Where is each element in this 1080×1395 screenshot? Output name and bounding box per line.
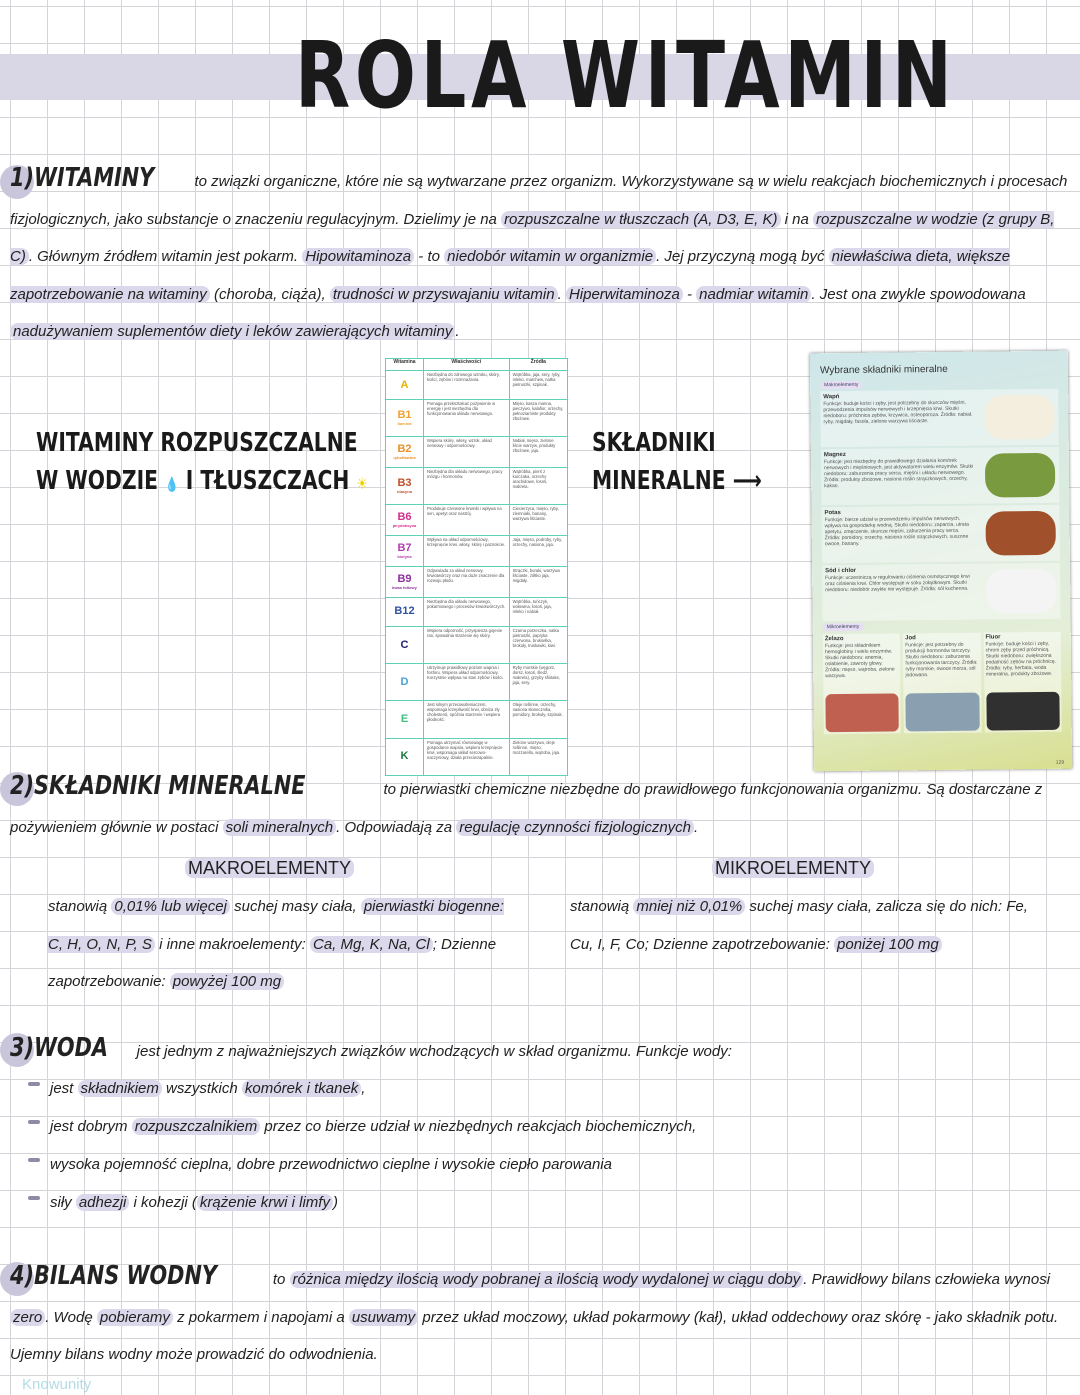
sources-cell: Wątróbka, pierś z kurczaka, orzechy arachidowe, łosoś, makrela. [509, 468, 567, 505]
mineral-name: Magnez [823, 451, 846, 459]
textbook-section [821, 505, 1060, 563]
mineral-text: Funkcje: jest potrzebny do produkcji hormonów tarczycy. Skutki niedoboru: zaburzenia funkcjonowania tarczycy. Źródła: ryby morskie, owoce morza, sól jodowana. [905, 641, 978, 679]
properties-cell: Pomaga przekształcać pożywienie w energię i jest niezbędna dla funkcjonowania układu nerwowego. [424, 400, 510, 437]
water-drop-icon: 💧 [165, 477, 179, 493]
vitamin-cell: B7 biotyna [386, 536, 424, 567]
sources-cell: Mięso, kasza manna, pieczywo, kalafior, orzechy, pełnoziarniste produkty zbożowe. [509, 400, 567, 437]
highlighted-text: rozpuszczalne w wodzie (z grupy B, C) [10, 210, 1055, 265]
mineral-text: Funkcje: bierze udział w przewodzeniu impulsów nerwowych, wpływa na gospodarkę wodną. Skutki niedoboru: zaparcia, utrata apetytu, zmęczenie, skurcze mięśni, zaburzenia pracy serca. Źródła: pomidory, orzechy, nasiona roślin strączkowych, suszone owoce, banany. [824, 515, 969, 548]
mineral-text: Funkcje: buduje kości i zęby, jest potrzebny do skurczów mięśni, przewodzenia impulsów nerwowych i krzepnięcia krwi. Skutki niedoboru: próchnica zębów, krzywica, osteoporoza. Źródła: nabiał, ryby, migdały, fasola, zielone warzywa liściaste. [823, 399, 973, 426]
sources-cell: Nabiał, mięso, zielone liście warzyw, produkty zbożowe, jaja. [509, 437, 567, 468]
vitamin-cell: E [386, 701, 424, 738]
highlighted-text: pobieramy [97, 1309, 173, 1326]
textbook-section [821, 447, 1060, 505]
table-row [386, 566, 568, 597]
sources-cell: Strączki, buraki, warzywa liściaste, żółtko jaja, migdały. [509, 566, 567, 597]
highlighted-text: poniżej 100 mg [834, 936, 942, 953]
right-subheading: SKŁADNIKI MINERALNE ⟶ [592, 428, 762, 496]
table-row [386, 701, 568, 738]
sources-cell: Zielone warzywa, oleje roślinne, mięso, mozzarella, wątroba, jaja. [509, 738, 567, 775]
highlighted-text: różnica między ilością wody pobranej a ilością wody wydalonej w ciągu doby [290, 1271, 804, 1288]
highlighted-text: rozpuszczalne w tłuszczach (A, D3, E, K) [501, 211, 780, 228]
highlighted-text: niewłaściwa dieta, większe zapotrzebowanie na witaminy [10, 248, 1011, 303]
table-header: Witamina [386, 359, 424, 371]
highlighted-text: trudności w przyswajaniu witamin [330, 286, 558, 303]
section-heading: 1)WITAMINY [10, 163, 155, 193]
mineral-name: Żelazo [824, 636, 844, 643]
vitamin-cell: B9 kwas foliowy [386, 566, 424, 597]
mineral-text: Funkcje: jest niezbędny do prawidłowego działania komórek nerwowych i mięśniowych, jest aktywatorem wielu enzymów. Skutki niedoboru: zaburzenia pracy serca, mięśni i układu nerwowego. Źródła: produkty zbożowe, nasiona roślin strączkowych, orzechy, kakao. [823, 457, 974, 490]
food-photo [985, 511, 1055, 556]
highlighted-text: Hiperwitaminoza [566, 286, 683, 303]
textbook-micro-section [983, 632, 1061, 733]
highlighted-text: pierwiastki biogenne: C, H, O, N, P, S [48, 898, 504, 953]
section-heading: 2)SKŁADNIKI MINERALNE [10, 771, 306, 801]
properties-cell: Produkuje czerwone krwinki i wpływa na sen, apetyt oraz nastrój. [424, 505, 510, 536]
sources-cell: Ryby morskie (węgorz, dorsz, łosoś, śledź, makrela), grzyby shiitake, jaja, sery. [509, 664, 567, 701]
highlighted-text: soli mineralnych [223, 819, 337, 836]
sun-icon: ☀ [356, 474, 368, 493]
properties-cell: Odpowiada za układ nerwowy, krwiotwórczy oraz ma duże znaczenie dla rozwoju płodu. [424, 566, 510, 597]
highlighted-text: Hipowitaminoza [302, 248, 414, 265]
vitamin-cell: A [386, 371, 424, 400]
highlighted-text: krążenie krwi i limfy [197, 1194, 333, 1211]
food-photo [906, 693, 980, 732]
section-heading: 3)WODA [10, 1033, 108, 1063]
food-photo [985, 453, 1055, 498]
page-number: 129 [1055, 759, 1065, 766]
properties-cell: Niezbędna do zdrowego wzroku, skóry, kości, zębów i rozmnażania. [424, 371, 510, 400]
highlighted-text: nadużywaniem suplementów diety i leków zawierających witaminy [10, 323, 455, 340]
table-row [386, 626, 568, 663]
bullet-marker [28, 1082, 40, 1086]
food-photo [986, 569, 1056, 614]
table-row [386, 505, 568, 536]
mineral-name: Sód i chlor [825, 567, 857, 575]
arrow-right-icon: ⟶ [732, 466, 762, 496]
textbook-section [822, 563, 1061, 621]
properties-cell: Wspiera skórę, włosy, wzrok, układ nerwowy i odpornościowy. [424, 437, 510, 468]
properties-cell: Utrzymuje prawidłowy poziom wapnia i fosforu. Wspiera układ odpornościowy. Korzystnie wpływa na stan zębów i kości. [424, 664, 510, 701]
properties-cell: Wspiera odporność, przyspiesza gojenie ran, spowalnia starzenie się skóry. [424, 626, 510, 663]
table-row [386, 536, 568, 567]
vitamin-cell: D [386, 664, 424, 701]
textbook-micro-section [903, 633, 981, 734]
highlighted-text: komórek i tkanek [242, 1080, 361, 1097]
vitamin-cell: B2 ryboflawina [386, 437, 424, 468]
food-photo [825, 693, 899, 732]
highlighted-text: rozpuszczalnikiem [132, 1118, 261, 1135]
sources-cell: Wątróbka, tuńczyk, wołowina, łosoś, jaja, mleko i nabiał. [509, 597, 567, 626]
highlighted-text: Ca, Mg, K, Na, Cl [310, 936, 433, 953]
table-row [386, 371, 568, 400]
vitamin-cell: B12 [386, 597, 424, 626]
highlighted-text: usuwamy [349, 1309, 418, 1326]
textbook-photo [810, 351, 1072, 772]
micro-description: stanowią mniej niż 0,01% suchej masy ciała, zalicza się do nich: Fe, Cu, I, F, Co; Dzienne zapotrzebowanie: poniżej 100 mg [570, 898, 1028, 953]
properties-cell: Wpływa na układ odpornościowy, krzepnięcie krwi, włosy, skórę i paznokcie. [424, 536, 510, 567]
macro-title [185, 850, 354, 888]
mineral-text: Funkcje: jest składnikiem hemoglobiny i wielu enzymów. Skutki niedoboru: anemia, osłabienie, zawroty głowy. Źródła: mięso, wątroba, zielone warzywa. [824, 642, 895, 680]
vitamin-cell: B1 tiamina [386, 400, 424, 437]
vitamins-paragraph: 1)WITAMINY to związki organiczne, które nie są wytwarzane przez organizm. Wykorzystywane są w wielu reakcjach biochemicznych i procesach fizjologicznych, jako substancje o znaczeniu regulacyjnym. Dzielimy je na rozpuszczalne w tłuszczach (A, D3, E, K) i na rozpuszczalne w wodzie (z grupy B, C) . Głównym źródłem witamin jest pokarm. Hipowitaminoza - to niedobór witamin w organizmie . Jej przyczyną mogą być niewłaściwa dieta, większe zapotrzebowanie na witaminy (choroba, ciąża), trudności w przyswajaniu witamin . Hiperwitaminoza - nadmiar witamin . Jest ona zwykle spowodowana nadużywaniem suplementów diety i leków zawierających witaminy . [10, 160, 1070, 351]
list-item: siły adhezji i kohezji ( krążenie krwi i limfy ) [50, 1194, 338, 1211]
water-balance-paragraph: 4)BILANS WODNY to różnica między ilością wody pobranej a ilością wody wydalonej w ciągu doby . Prawidłowy bilans człowieka wynosi zero . Wodę pobieramy z pokarmem i napojami a usuwamy przez układ moczowy, układ pokarmowy (kał), układ oddechowy oraz skórę - jako składnik potu. Ujemny bilans wodny może prowadzić do odwodnienia. [10, 1258, 1070, 1374]
highlighted-text: zero [10, 1309, 45, 1326]
sources-cell: Czarna porzeczka, natka pietruszki, papryka czerwona, brukselka, brokuły, truskawki, kiwi. [509, 626, 567, 663]
highlighted-text: mniej niż 0,01% [633, 898, 745, 915]
highlighted-text: MAKROELEMENTY [185, 858, 354, 878]
mineral-name: Jod [905, 635, 916, 642]
highlighted-text: 0,01% lub więcej [111, 898, 230, 915]
bullet-marker [28, 1196, 40, 1200]
list-item: jest składnikiem wszystkich komórek i tkanek , [50, 1080, 366, 1097]
table-row [386, 597, 568, 626]
vitamin-table [385, 358, 568, 776]
properties-cell: Niezbędna dla układu nerwowego, pracy mózgu i hormonów. [424, 468, 510, 505]
mineral-text: Funkcje: buduje kości i zęby, chroni zęby przed próchnicą. Skutki niedoboru: zwiększona podatność zębów na próchnicę. Źródła: ryby, herbata, woda mineralna, produkty zbożowe. [985, 640, 1057, 678]
bullet-marker [28, 1158, 40, 1162]
properties-cell: Niezbędna dla układu nerwowego, pokarmowego i procesów krwiotwórczych. [424, 597, 510, 626]
properties-cell: Pomaga utrzymać równowagę w gospodarce wapnia, wspiera krzepnięcie krwi, wspomaga układ sercowo-naczyniowy, działa przeciwzapalnie. [424, 738, 510, 775]
mineral-name: Potas [824, 510, 841, 517]
vitamin-cell: B6 pirydoksyna [386, 505, 424, 536]
highlighted-text: adhezji [76, 1194, 130, 1211]
list-item: jest dobrym rozpuszczalnikiem przez co bierze udział w niezbędnych reakcjach biochemicznych, [50, 1118, 697, 1135]
micro-title [712, 850, 874, 888]
vitamin-cell: K [386, 738, 424, 775]
macro-label: Makroelementy [820, 381, 862, 389]
highlighted-text: powyżej 100 mg [170, 973, 284, 990]
properties-cell: Jest silnym przeciwutleniaczem, wspomaga krzepliwość krwi, obniża zły cholesterol, opóźnia starzenie i wspiera płodność. [424, 701, 510, 738]
bullet-marker [28, 1120, 40, 1124]
table-row [386, 664, 568, 701]
vitamin-cell: C [386, 626, 424, 663]
minerals-paragraph: 2)SKŁADNIKI MINERALNE to pierwiastki chemiczne niezbędne do prawidłowego funkcjonowania organizmu. Są dostarczane z pożywieniem głównie w postaci soli mineralnych . Odpowiadają za regulację czynności fizjologicznych . [10, 768, 1070, 846]
textbook-section [820, 389, 1059, 447]
sources-cell: Oleje roślinne, orzechy, nasiona słonecznika, pomidory, brokuły, szpinak. [509, 701, 567, 738]
textbook-micro-section [823, 633, 901, 734]
table-header: Źródła [509, 359, 567, 371]
food-photo [984, 395, 1054, 440]
textbook-title: Wybrane składniki mineralne [819, 363, 948, 377]
highlighted-text: MIKROELEMENTY [712, 858, 874, 878]
left-subheading: WITAMINY ROZPUSZCZALNE W WODZIE 💧 I TŁUSZCZACH ☀ [36, 428, 368, 496]
macro-description: stanowią 0,01% lub więcej suchej masy ciała, pierwiastki biogenne: C, H, O, N, P, S i inne makroelementy: Ca, Mg, K, Na, Cl ; Dzienne zapotrzebowanie: powyżej 100 mg [48, 898, 504, 990]
micro-label: Mikroelementy [823, 623, 864, 631]
highlighted-text: niedobór witamin w organizmie [444, 248, 656, 265]
mineral-text: Funkcje: uczestniczą w regulowaniu ciśnienia osmotycznego krwi oraz ciśnienia krwi. Chlor występuje w soku żołądkowym. Skutki niedoboru: niedobór zwykle nie występuje. Źródła: sól kuchenna. [825, 573, 970, 594]
water-intro: 3)WODA jest jednym z najważniejszych związków wchodzących w skład organizmu. Funkcje wody: [10, 1030, 1070, 1071]
table-row [386, 468, 568, 505]
highlighted-text: składnikiem [78, 1080, 162, 1097]
mineral-name: Fluor [985, 634, 1001, 641]
sources-cell: Jaja, mięso, podroby, ryby, orzechy, nasiona, jaja. [509, 536, 567, 567]
table-row [386, 437, 568, 468]
page-title: ROLA WITAMIN [295, 22, 957, 129]
watermark: Knowunity [22, 1376, 92, 1393]
sources-cell: Wątróbka, jaja, sery, ryby, mleko, marchew, natka pietruszki, szpinak. [509, 371, 567, 400]
list-item: wysoka pojemność cieplna, dobre przewodnictwo cieplne i wysokie ciepło parowania [50, 1156, 612, 1173]
table-row [386, 400, 568, 437]
food-photo [986, 692, 1060, 731]
vitamin-cell: B3 niacyna [386, 468, 424, 505]
table-header: Właściwości [424, 359, 510, 371]
mineral-name: Wapń [823, 394, 840, 401]
sources-cell: Ciecierzyca, mięso, ryby, ziemniaki, banany, warzywa liściaste. [509, 505, 567, 536]
highlighted-text: nadmiar witamin [696, 286, 811, 303]
highlighted-text: regulację czynności fizjologicznych [456, 819, 694, 836]
section-heading: 4)BILANS WODNY [10, 1261, 217, 1291]
